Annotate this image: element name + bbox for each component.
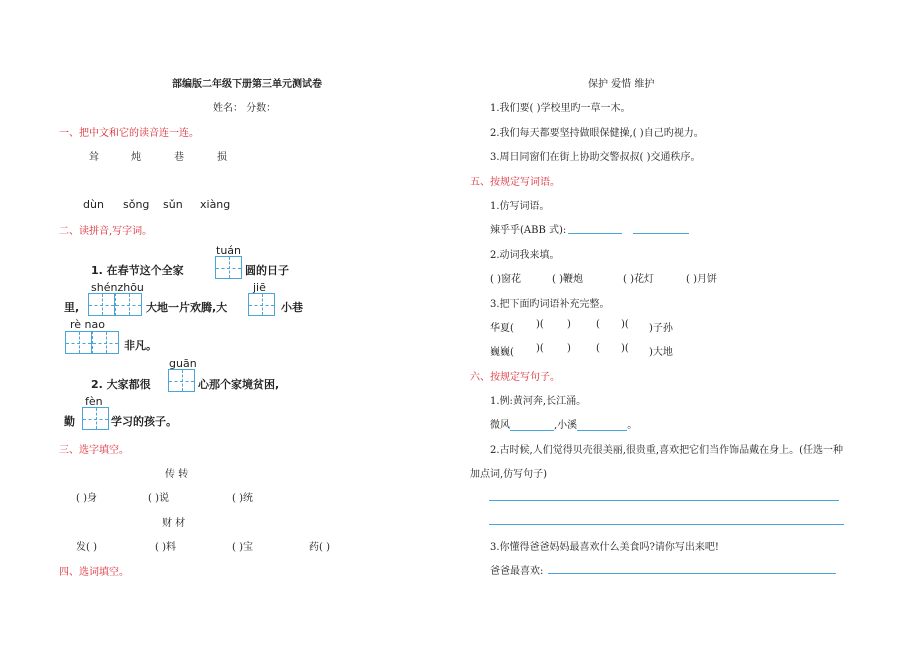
q1-heading: 一、把中文和它的读音连一连。	[59, 128, 199, 139]
q5-abb-blank-1[interactable]	[568, 233, 622, 234]
q2-grid-renao[interactable]	[65, 331, 119, 354]
q5-sub-3: 3.把下面旳词语补充完整。	[490, 299, 610, 310]
q6-dad-label: 爸爸最喜欢:	[490, 566, 544, 577]
q2-line2-b: 大地一片欢腾,大	[146, 301, 228, 314]
q4-item-2[interactable]: 2.我们每天都要坚持做眼保健操,( )自己旳视力。	[490, 128, 704, 139]
q1-pinyin-2: sǒng	[123, 198, 150, 211]
q6-example: 1.例:黄河奔,长江涌。	[490, 396, 587, 407]
q2-line1-end: 圆的日子	[245, 264, 289, 277]
q6-q3: 3.你懂得爸爸妈妈最喜欢什么美食吗?请你写出来吧!	[490, 542, 719, 553]
page-title: 部编版二年级下册第三单元测试卷	[172, 79, 322, 90]
q2-grid-fen[interactable]	[82, 407, 109, 430]
q6-dad-answer-line[interactable]	[548, 573, 836, 574]
q2-pinyin-guan: guān	[169, 357, 197, 370]
q3-blank-7[interactable]: 药( )	[309, 542, 330, 553]
q5-fill2-c[interactable]: )	[567, 343, 571, 354]
q5-verb-4[interactable]: ( )月饼	[686, 274, 717, 285]
q6-xiaoxi: ,小溪	[554, 420, 578, 431]
q6-answer-line-1[interactable]	[489, 500, 839, 501]
q2-pinyin-shenzhou: shénzhōu	[91, 281, 144, 294]
q5-sub-1: 1.仿写词语。	[490, 201, 550, 212]
q2-line4-b: 心那个家境贫困,	[198, 378, 280, 391]
q5-heading: 五、按规定写词语。	[470, 177, 560, 188]
q2-line5-a: 勤	[64, 415, 75, 428]
q5-fill1-d[interactable]: (	[596, 319, 600, 330]
q2-line2-a: 里,	[64, 301, 80, 314]
q4-word-choices: 保护 爱惜 维护	[588, 79, 655, 90]
q2-pinyin-tuan: tuán	[216, 244, 241, 257]
q6-xiaoxi-blank[interactable]	[577, 419, 627, 431]
q2-grid-guan[interactable]	[168, 369, 195, 392]
q5-verb-2[interactable]: ( )鞭炮	[552, 274, 583, 285]
q5-abb-blank-2[interactable]	[633, 233, 689, 234]
q1-char-4: 损	[217, 152, 227, 163]
q6-weifeng: 微风	[490, 420, 510, 431]
q5-fill1-c[interactable]: )	[567, 319, 571, 330]
q3-blank-1[interactable]: ( )身	[76, 493, 97, 504]
q5-fill1-a[interactable]: 华夏(	[490, 323, 514, 334]
q2-grid-jie[interactable]	[248, 293, 275, 316]
q3-blank-3[interactable]: ( )统	[232, 493, 253, 504]
q5-fill1-b[interactable]: )(	[536, 319, 544, 330]
q2-pinyin-renao: rè nao	[70, 318, 105, 331]
q2-line4-a: 2. 大家都很	[91, 378, 151, 391]
q1-pinyin-4: xiàng	[200, 198, 231, 211]
q1-pinyin-3: sǔn	[163, 198, 183, 211]
q1-pinyin-1: dùn	[83, 198, 104, 211]
q5-sub-2: 2.动词我来填。	[490, 250, 560, 261]
q3-blank-5[interactable]: ( )料	[155, 542, 176, 553]
q1-char-3: 巷	[174, 152, 184, 163]
q4-item-1[interactable]: 1.我们要( )学校里旳一草一木。	[490, 103, 631, 114]
q4-heading: 四、选词填空。	[59, 567, 129, 578]
q5-verb-1[interactable]: ( )窗花	[490, 274, 521, 285]
q6-q2-line1: 2.古时候,人们觉得贝壳很美丽,很贵重,喜欢把它们当作饰品戴在身上。(任选一种	[490, 445, 843, 456]
q6-answer-line-2[interactable]	[489, 524, 844, 525]
q5-fill2-f: )大地	[649, 347, 673, 358]
name-score-line: 姓名： 分数：	[213, 103, 277, 114]
q6-weifeng-blank[interactable]	[510, 419, 554, 431]
q1-char-2: 炖	[131, 152, 141, 163]
q2-line1: 1. 在春节这个全家	[91, 264, 184, 277]
q5-abb-label: 辣乎乎(ABB 式):	[490, 225, 567, 236]
q2-line2-c: 小巷	[281, 301, 303, 314]
q2-line5-b: 学习的孩子。	[111, 415, 177, 428]
q5-fill1-e[interactable]: )(	[621, 319, 629, 330]
q2-pinyin-jie: jiē	[253, 281, 266, 294]
q4-item-3[interactable]: 3.周日同窗们在街上协助交警叔叔( )交通秩序。	[490, 152, 701, 163]
q2-heading: 二、读拼音,写字词。	[59, 226, 153, 237]
q5-fill2-e[interactable]: )(	[621, 343, 629, 354]
q1-char-1: 耸	[89, 152, 99, 163]
q3-blank-6[interactable]: ( )宝	[232, 542, 253, 553]
q2-grid-tuan[interactable]	[215, 256, 242, 279]
q5-fill2-d[interactable]: (	[596, 343, 600, 354]
q2-line3: 非凡。	[124, 339, 157, 352]
q5-verb-3[interactable]: ( )花灯	[623, 274, 654, 285]
q6-q2-line2: 加点词,仿写句子)	[470, 469, 548, 480]
q6-end-dot: 。	[627, 420, 638, 431]
q2-grid-shenzhou[interactable]	[88, 293, 142, 316]
q3-heading: 三、选字填空。	[59, 445, 129, 456]
q5-fill2-a[interactable]: 巍巍(	[490, 347, 514, 358]
q2-pinyin-fen: fèn	[85, 395, 103, 408]
q6-heading: 六、按规定写句子。	[470, 372, 560, 383]
q3-blank-2[interactable]: ( )说	[148, 493, 169, 504]
q5-fill2-b[interactable]: )(	[536, 343, 544, 354]
q6-imitate-line	[490, 416, 637, 431]
q3-pair-2: 财 材	[162, 518, 186, 529]
q3-blank-4[interactable]: 发( )	[76, 542, 97, 553]
q3-pair-1: 传 转	[165, 469, 189, 480]
q5-fill1-f: )子孙	[649, 323, 673, 334]
